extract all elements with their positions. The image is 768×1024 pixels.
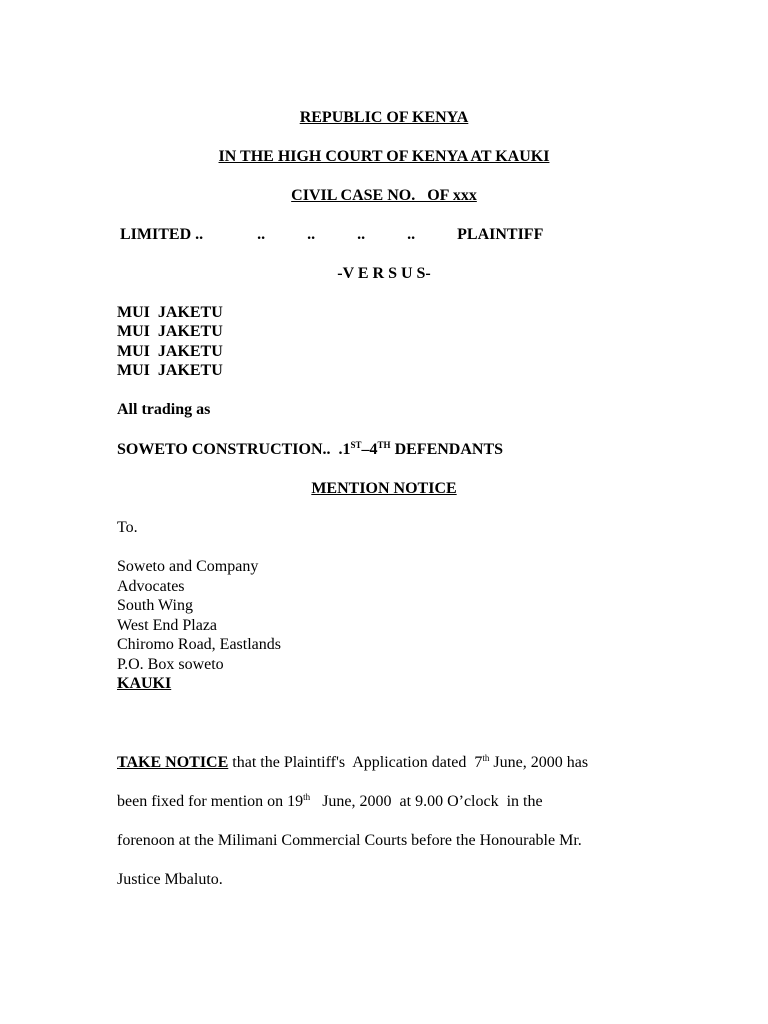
address-city: KAUKI bbox=[117, 675, 172, 692]
defendants-company-line bbox=[117, 440, 503, 460]
to-label: To. bbox=[117, 519, 138, 536]
body-line bbox=[117, 792, 543, 812]
body-text: been fixed for mention on 19 bbox=[117, 793, 304, 810]
defendant-name: MUI JAKETU bbox=[117, 343, 223, 360]
defendant-name: MUI JAKETU bbox=[117, 362, 223, 379]
company-name: SOWETO CONSTRUCTION.. .1 bbox=[117, 441, 351, 458]
plaintiff-dots: .. bbox=[407, 226, 416, 243]
defendant-name: MUI JAKETU bbox=[117, 304, 223, 321]
ordinal-suffix: th bbox=[303, 792, 311, 802]
address-line: West End Plaza bbox=[117, 617, 218, 634]
address-line: Advocates bbox=[117, 578, 185, 595]
body-line: forenoon at the Milimani Commercial Courts before the Honourable Mr. bbox=[117, 832, 582, 849]
address-line: South Wing bbox=[117, 597, 193, 614]
body-text: that the Plaintiff's Application dated 7 bbox=[228, 754, 483, 771]
mention-notice-title: MENTION NOTICE bbox=[311, 480, 457, 497]
address-line: P.O. Box soweto bbox=[117, 656, 224, 673]
versus-heading: -V E R S U S- bbox=[337, 265, 431, 282]
take-notice-label: TAKE NOTICE bbox=[117, 754, 229, 771]
ordinal-suffix: th bbox=[482, 753, 490, 763]
body-line: Justice Mbaluto. bbox=[117, 871, 223, 888]
body-text: June, 2000 has bbox=[489, 754, 589, 771]
defendant-name: MUI JAKETU bbox=[117, 323, 223, 340]
plaintiff-dots: .. bbox=[357, 226, 366, 243]
address-line: Soweto and Company bbox=[117, 558, 259, 575]
plaintiff-role: PLAINTIFF bbox=[457, 226, 544, 243]
defendants-role: DEFENDANTS bbox=[390, 441, 504, 458]
plaintiff-line bbox=[120, 225, 543, 245]
case-number-heading: CIVIL CASE NO. OF xxx bbox=[291, 187, 477, 204]
plaintiff-name: LIMITED .. bbox=[120, 226, 204, 243]
republic-heading: REPUBLIC OF KENYA bbox=[299, 109, 469, 126]
range-dash: –4 bbox=[361, 441, 378, 458]
address-line: Chiromo Road, Eastlands bbox=[117, 636, 281, 653]
body-text: June, 2000 at 9.00 O’clock in the bbox=[310, 793, 543, 810]
court-heading: IN THE HIGH COURT OF KENYA AT KAUKI bbox=[218, 148, 550, 165]
ordinal-suffix: TH bbox=[377, 440, 391, 450]
body-line bbox=[117, 753, 588, 773]
ordinal-suffix: ST bbox=[350, 440, 362, 450]
plaintiff-dots: .. bbox=[307, 226, 316, 243]
plaintiff-dots: .. bbox=[257, 226, 266, 243]
trading-as-label: All trading as bbox=[117, 401, 211, 418]
